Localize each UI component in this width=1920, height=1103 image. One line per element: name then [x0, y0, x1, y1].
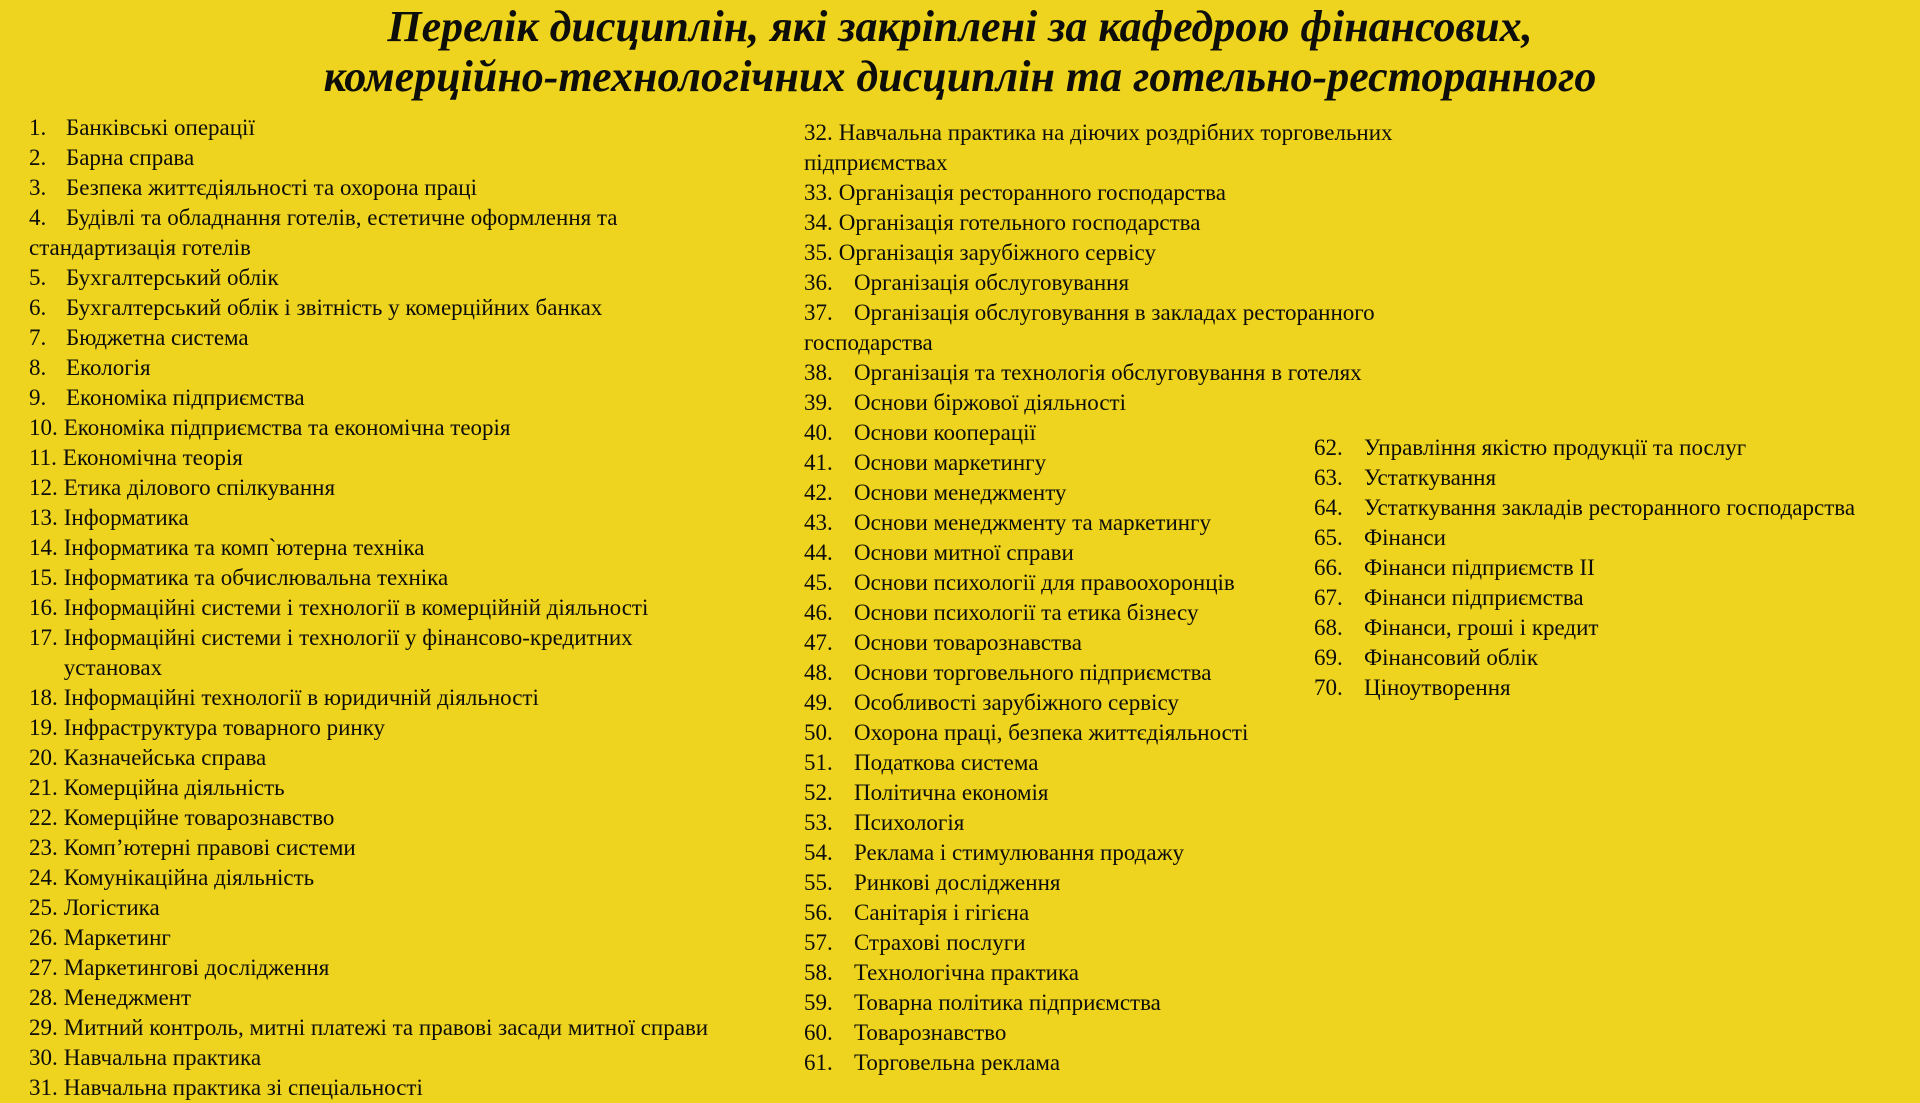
- list-item-number: 23.: [29, 835, 58, 860]
- list-item-number: 49.: [804, 690, 833, 715]
- list-item-text: Комерційне товарознавство: [63, 805, 335, 830]
- list-item-number: 31.: [29, 1075, 58, 1100]
- list-item: [1314, 583, 1914, 613]
- list-item-text: Інформатика та комп`ютерна техніка: [63, 535, 425, 560]
- list-item-text: Страхові послуги: [854, 930, 1026, 955]
- list-item-text: Організація зарубіжного сервісу: [838, 240, 1156, 265]
- list-item: [29, 143, 734, 173]
- list-item: [29, 623, 734, 683]
- list-item-number: 67.: [1314, 585, 1343, 610]
- list-item: [804, 238, 1464, 268]
- list-item-number: 70.: [1314, 675, 1343, 700]
- list-item-number: 21.: [29, 775, 58, 800]
- list-item-number: 56.: [804, 900, 833, 925]
- list-item: [29, 803, 734, 833]
- list-item: [804, 838, 1464, 868]
- list-item-text: Комунікаційна діяльність: [63, 865, 315, 890]
- list-item-number: 28.: [29, 985, 58, 1010]
- list-item-text: Особливості зарубіжного сервісу: [854, 690, 1179, 715]
- list-item-number: 12.: [29, 475, 58, 500]
- list-item-number: 59.: [804, 990, 833, 1015]
- list-item: [804, 718, 1464, 748]
- list-item-text: Реклама і стимулювання продажу: [854, 840, 1184, 865]
- list-item: [29, 833, 734, 863]
- list-item-number: 34.: [804, 210, 833, 235]
- list-item-text: Бухгалтерський облік: [66, 265, 279, 290]
- list-item-number: 69.: [1314, 645, 1343, 670]
- list-item-number: 39.: [804, 390, 833, 415]
- list-item-text: Екологія: [66, 355, 151, 380]
- list-item-number: 20.: [29, 745, 58, 770]
- list-item-number: 36.: [804, 270, 833, 295]
- list-item-number: 64.: [1314, 495, 1343, 520]
- list-item-text: Навчальна практика: [63, 1045, 262, 1070]
- list-item-number: 51.: [804, 750, 833, 775]
- list-item: [29, 293, 734, 323]
- list-item-text: Психологія: [854, 810, 965, 835]
- list-item-number: 18.: [29, 685, 58, 710]
- list-item-number: 6.: [29, 295, 47, 320]
- list-item-text: Інформатика: [63, 505, 189, 530]
- list-item-number: 52.: [804, 780, 833, 805]
- list-item-number: 30.: [29, 1045, 58, 1070]
- list-item: [804, 1018, 1464, 1048]
- list-item-number: 55.: [804, 870, 833, 895]
- list-item-number: 19.: [29, 715, 58, 740]
- list-item-number: 27.: [29, 955, 58, 980]
- list-item: [29, 923, 734, 953]
- list-item: [29, 983, 734, 1013]
- list-item: [29, 263, 734, 293]
- list-item: [29, 953, 734, 983]
- list-item: [29, 503, 734, 533]
- list-item-number: 48.: [804, 660, 833, 685]
- list-item-text: Організація обслуговування: [854, 270, 1130, 295]
- list-item-text: Комп’ютерні правові системи: [63, 835, 356, 860]
- list-item-number: 66.: [1314, 555, 1343, 580]
- list-item-number: 41.: [804, 450, 833, 475]
- list-item-number: 50.: [804, 720, 833, 745]
- list-item-text: Будівлі та обладнання готелів, естетичне оформлення та стандартизація готелів: [29, 205, 618, 260]
- list-item-text: Організація та технологія обслуговування в готелях: [854, 360, 1362, 385]
- list-item-number: 57.: [804, 930, 833, 955]
- list-item: [1314, 643, 1914, 673]
- list-item: [804, 358, 1464, 388]
- list-item-text: Санітарія і гігієна: [854, 900, 1030, 925]
- list-item-text: Митний контроль, митні платежі та правові засади митної справи: [63, 1015, 709, 1040]
- list-item-number: 46.: [804, 600, 833, 625]
- list-item-number: 68.: [1314, 615, 1343, 640]
- list-item: [804, 958, 1464, 988]
- list-item-number: 8.: [29, 355, 47, 380]
- list-item: [29, 323, 734, 353]
- list-item-text: Ринкові дослідження: [854, 870, 1061, 895]
- list-item-text: Безпека життєдіяльності та охорона праці: [66, 175, 478, 200]
- list-item: [804, 268, 1464, 298]
- list-item-text: Бюджетна система: [66, 325, 249, 350]
- list-item-number: 61.: [804, 1050, 833, 1075]
- list-item-number: 24.: [29, 865, 58, 890]
- list-item: [29, 563, 734, 593]
- list-item-text: Економічна теорія: [62, 445, 243, 470]
- list-item: [804, 898, 1464, 928]
- list-item: [804, 808, 1464, 838]
- list-item: [29, 383, 734, 413]
- list-item: [804, 988, 1464, 1018]
- list-item-text: Основи торговельного підприємства: [854, 660, 1212, 685]
- list-item-number: 62.: [1314, 435, 1343, 460]
- list-item: [804, 208, 1464, 238]
- list-item: [29, 203, 734, 263]
- list-item-text: Устаткування: [1364, 465, 1497, 490]
- list-item-text: Політична економія: [854, 780, 1049, 805]
- list-item-number: 65.: [1314, 525, 1343, 550]
- list-item-number: 32.: [804, 120, 833, 145]
- list-item-text: Маркетинг: [63, 925, 171, 950]
- list-item: [1314, 433, 1914, 463]
- list-item-number: 58.: [804, 960, 833, 985]
- list-item-number: 29.: [29, 1015, 58, 1040]
- list-item-number: 1.: [29, 115, 47, 140]
- list-item-number: 63.: [1314, 465, 1343, 490]
- list-item-text: Основи кооперації: [854, 420, 1036, 445]
- list-item: [29, 533, 734, 563]
- list-item-number: 26.: [29, 925, 58, 950]
- list-item-number: 45.: [804, 570, 833, 595]
- list-item-text: Організація готельного господарства: [838, 210, 1201, 235]
- list-item-text: Навчальна практика зі спеціальності: [63, 1075, 423, 1100]
- page-title: [0, 2, 1920, 102]
- list-item: [29, 473, 734, 503]
- list-item: [29, 353, 734, 383]
- list-item-text: Навчальна практика на діючих роздрібних торговельних підприємствах: [804, 120, 1393, 175]
- list-item: [804, 178, 1464, 208]
- list-item-text: Основи психології для правоохоронців: [854, 570, 1235, 595]
- list-item-number: 10.: [29, 415, 58, 440]
- list-item-text: Основи біржової діяльності: [854, 390, 1126, 415]
- list-item-text: Комерційна діяльність: [63, 775, 285, 800]
- list-item-text: Основи менеджменту та маркетингу: [854, 510, 1211, 535]
- list-item: [29, 773, 734, 803]
- list-item-text: Товарна політика підприємства: [854, 990, 1161, 1015]
- title-line-1: Перелік дисциплін, які закріплені за кафедрою фінансових,: [387, 2, 1533, 51]
- list-item-text: Фінанси, гроші і кредит: [1364, 615, 1599, 640]
- list-item-text: Торговельна реклама: [854, 1050, 1061, 1075]
- list-item: [29, 743, 734, 773]
- list-item-text: Організація обслуговування в закладах ресторанного господарства: [804, 300, 1375, 355]
- list-item-number: 38.: [804, 360, 833, 385]
- list-item-number: 13.: [29, 505, 58, 530]
- list-item-text: Етика ділового спілкування: [63, 475, 336, 500]
- list-item-text: Казначейська справа: [63, 745, 267, 770]
- list-item-text: Інформатика та обчислювальна техніка: [63, 565, 449, 590]
- list-item-text: Ціноутворення: [1364, 675, 1511, 700]
- list-item-text: Товарознавство: [854, 1020, 1007, 1045]
- list-item-number: 17.: [29, 625, 58, 650]
- list-item-number: 42.: [804, 480, 833, 505]
- list-item-number: 9.: [29, 385, 47, 410]
- list-item-text: Основи менеджменту: [854, 480, 1067, 505]
- list-item: [29, 1073, 734, 1103]
- discipline-list-column-3: [1314, 433, 1914, 703]
- list-item-number: 43.: [804, 510, 833, 535]
- list-item: [804, 118, 1464, 178]
- list-item: [1314, 613, 1914, 643]
- list-item: [29, 683, 734, 713]
- list-item: [29, 593, 734, 623]
- list-item-text: Фінанси підприємства: [1364, 585, 1584, 610]
- list-item-number: 14.: [29, 535, 58, 560]
- list-item-text: Основи митної справи: [854, 540, 1074, 565]
- list-item-text: Фінанси підприємств II: [1364, 555, 1595, 580]
- list-item: [29, 443, 734, 473]
- list-item-number: 7.: [29, 325, 47, 350]
- list-item: [29, 113, 734, 143]
- list-item-number: 53.: [804, 810, 833, 835]
- list-item: [1314, 463, 1914, 493]
- list-item: [804, 298, 1464, 358]
- list-item-number: 44.: [804, 540, 833, 565]
- list-item-number: 25.: [29, 895, 58, 920]
- list-item-text: Охорона праці, безпека життєдіяльності: [854, 720, 1249, 745]
- list-item: [804, 868, 1464, 898]
- list-item-text: Менеджмент: [63, 985, 192, 1010]
- list-item: [29, 863, 734, 893]
- list-item-text: Маркетингові дослідження: [63, 955, 330, 980]
- list-item: [804, 748, 1464, 778]
- list-item: [29, 713, 734, 743]
- list-item-text: Податкова система: [854, 750, 1039, 775]
- list-item-text: Устаткування закладів ресторанного господарства: [1364, 495, 1856, 520]
- list-item: [29, 173, 734, 203]
- list-item-text: Фінансовий облік: [1364, 645, 1538, 670]
- list-item: [804, 778, 1464, 808]
- list-item-number: 3.: [29, 175, 47, 200]
- list-item-number: 11.: [29, 445, 57, 470]
- list-item-number: 22.: [29, 805, 58, 830]
- list-item-text: Економіка підприємства: [66, 385, 305, 410]
- list-item: [804, 388, 1464, 418]
- title-line-2: комерційно-технологічних дисциплін та готельно-ресторанного: [323, 52, 1597, 101]
- list-item-text: Управління якістю продукції та послуг: [1364, 435, 1747, 460]
- list-item: [804, 1048, 1464, 1078]
- list-item-text: Бухгалтерський облік і звітність у комерційних банках: [66, 295, 603, 320]
- list-item-text: Організація ресторанного господарства: [838, 180, 1226, 205]
- list-item: [1314, 523, 1914, 553]
- list-item-text: Банківські операції: [66, 115, 255, 140]
- list-item: [1314, 673, 1914, 703]
- list-item-text: Економіка підприємства та економічна теорія: [63, 415, 511, 440]
- list-item-number: 60.: [804, 1020, 833, 1045]
- list-item-number: 5.: [29, 265, 47, 290]
- list-item-text: Інфраструктура товарного ринку: [63, 715, 386, 740]
- list-item: [29, 1013, 734, 1043]
- list-item: [1314, 553, 1914, 583]
- list-item: [29, 893, 734, 923]
- list-item-text: Інформаційні системи і технології в комерційній діяльності: [63, 595, 649, 620]
- discipline-list-column-1: [29, 113, 734, 1103]
- list-item-text: Інформаційні технології в юридичній діяльності: [63, 685, 539, 710]
- list-item-number: 15.: [29, 565, 58, 590]
- list-item: [804, 928, 1464, 958]
- list-item-text: Логістика: [63, 895, 160, 920]
- list-item-number: 33.: [804, 180, 833, 205]
- list-item-number: 35.: [804, 240, 833, 265]
- list-item-number: 4.: [29, 205, 47, 230]
- list-item: [1314, 493, 1914, 523]
- list-item-number: 2.: [29, 145, 47, 170]
- list-item-number: 16.: [29, 595, 58, 620]
- list-item-text: Технологічна практика: [854, 960, 1080, 985]
- list-item-number: 37.: [804, 300, 833, 325]
- list-item-number: 47.: [804, 630, 833, 655]
- list-item: [29, 1043, 734, 1073]
- list-item: [29, 413, 734, 443]
- list-item-text: Інформаційні системи і технології у фінансово-кредитних установах: [63, 625, 633, 680]
- list-item-number: 54.: [804, 840, 833, 865]
- list-item-text: Основи товарознавства: [854, 630, 1082, 655]
- list-item-text: Фінанси: [1364, 525, 1446, 550]
- list-item-number: 40.: [804, 420, 833, 445]
- list-item-text: Основи психології та етика бізнесу: [854, 600, 1199, 625]
- list-item-text: Основи маркетингу: [854, 450, 1047, 475]
- list-item-text: Барна справа: [66, 145, 195, 170]
